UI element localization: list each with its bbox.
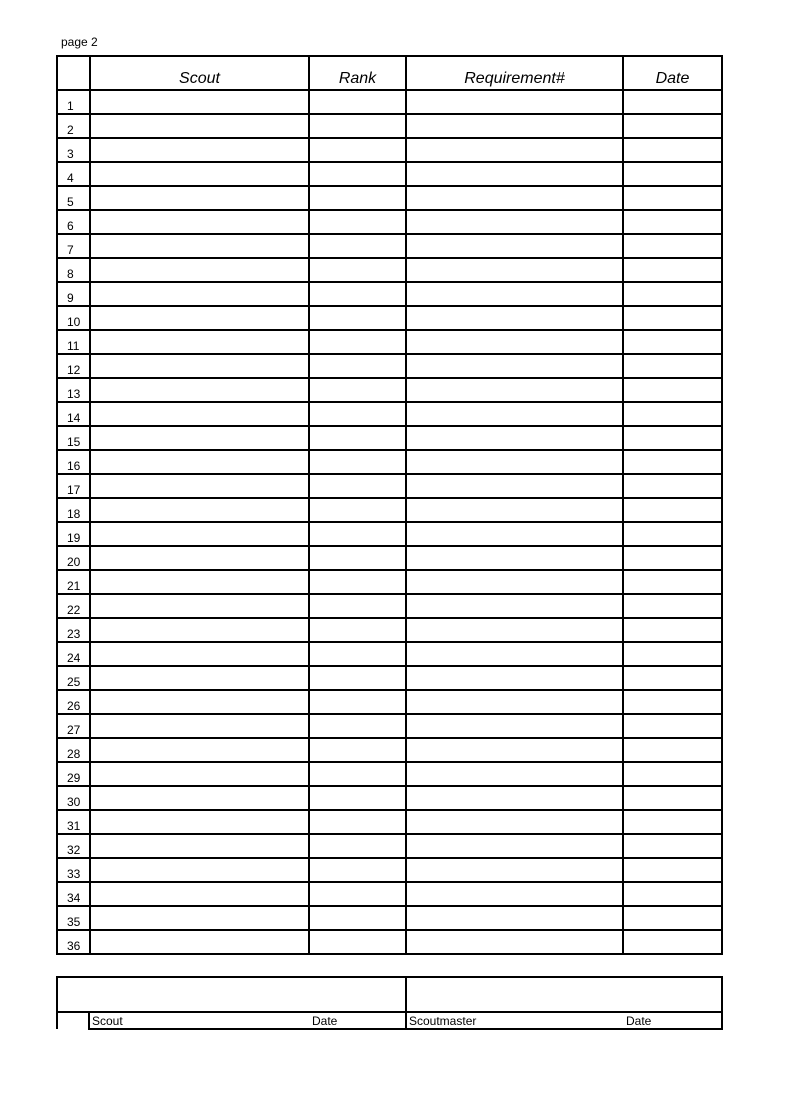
requirement-cell[interactable]	[406, 642, 623, 666]
date-cell[interactable]	[623, 114, 722, 138]
requirement-cell[interactable]	[406, 882, 623, 906]
date-cell[interactable]	[623, 378, 722, 402]
header-rank: Rank	[309, 56, 406, 90]
requirement-cell[interactable]	[406, 354, 623, 378]
scout-cell[interactable]	[90, 426, 309, 450]
row-number: 14	[57, 402, 90, 426]
requirement-cell[interactable]	[406, 306, 623, 330]
rank-cell[interactable]	[309, 546, 406, 570]
date-cell[interactable]	[623, 354, 722, 378]
date-cell[interactable]	[623, 498, 722, 522]
row-number: 12	[57, 354, 90, 378]
signature-area-scout[interactable]	[57, 977, 406, 1012]
requirement-cell[interactable]	[406, 138, 623, 162]
row-number: 21	[57, 570, 90, 594]
row-number: 10	[57, 306, 90, 330]
date-cell[interactable]	[623, 450, 722, 474]
rank-cell[interactable]	[309, 114, 406, 138]
requirement-cell[interactable]	[406, 906, 623, 930]
date-cell[interactable]	[623, 762, 722, 786]
row-number: 19	[57, 522, 90, 546]
date-cell[interactable]	[623, 474, 722, 498]
page-number-label: page 2	[61, 35, 98, 49]
date-cell[interactable]	[623, 306, 722, 330]
requirement-cell[interactable]	[406, 114, 623, 138]
rank-cell[interactable]	[309, 138, 406, 162]
requirement-cell[interactable]	[406, 786, 623, 810]
requirement-cell[interactable]	[406, 330, 623, 354]
rank-cell[interactable]	[309, 162, 406, 186]
row-number: 34	[57, 882, 90, 906]
date-cell[interactable]	[623, 666, 722, 690]
requirement-cell[interactable]	[406, 546, 623, 570]
table-row	[57, 498, 722, 522]
date-cell[interactable]	[623, 594, 722, 618]
date-cell[interactable]	[623, 714, 722, 738]
scout-cell[interactable]	[90, 402, 309, 426]
scout-cell[interactable]	[90, 738, 309, 762]
scoutmaster-signature-label: Scoutmaster	[409, 1014, 477, 1028]
rank-cell[interactable]	[309, 186, 406, 210]
date-cell[interactable]	[623, 738, 722, 762]
scout-date-label: Date	[312, 1014, 338, 1028]
scout-cell[interactable]	[90, 834, 309, 858]
requirement-cell[interactable]	[406, 234, 623, 258]
scout-cell[interactable]	[90, 714, 309, 738]
rank-cell[interactable]	[309, 234, 406, 258]
requirement-cell[interactable]	[406, 858, 623, 882]
requirement-cell[interactable]	[406, 738, 623, 762]
row-number: 9	[57, 282, 90, 306]
requirement-cell[interactable]	[406, 90, 623, 114]
header-date: Date	[623, 56, 722, 90]
scout-cell[interactable]	[90, 282, 309, 306]
rank-cell[interactable]	[309, 90, 406, 114]
row-number: 6	[57, 210, 90, 234]
requirement-cell[interactable]	[406, 594, 623, 618]
scout-cell[interactable]	[90, 162, 309, 186]
scout-cell[interactable]	[90, 858, 309, 882]
date-cell[interactable]	[623, 402, 722, 426]
table-row	[57, 378, 722, 402]
rank-cell[interactable]	[309, 210, 406, 234]
rank-cell[interactable]	[309, 426, 406, 450]
signature-margin	[57, 1012, 89, 1029]
date-cell[interactable]	[623, 642, 722, 666]
row-number: 28	[57, 738, 90, 762]
row-number: 18	[57, 498, 90, 522]
rank-cell[interactable]	[309, 906, 406, 930]
table-row	[57, 186, 722, 210]
table-row	[57, 834, 722, 858]
scout-signature-label: Scout	[92, 1014, 123, 1028]
date-cell[interactable]	[623, 570, 722, 594]
requirement-cell[interactable]	[406, 666, 623, 690]
table-row	[57, 114, 722, 138]
rank-cell[interactable]	[309, 786, 406, 810]
rank-cell[interactable]	[309, 858, 406, 882]
requirement-cell[interactable]	[406, 402, 623, 426]
rank-cell[interactable]	[309, 762, 406, 786]
date-cell[interactable]	[623, 690, 722, 714]
rank-cell[interactable]	[309, 930, 406, 954]
row-number: 27	[57, 714, 90, 738]
date-cell[interactable]	[623, 858, 722, 882]
table-row	[57, 642, 722, 666]
table-row	[57, 210, 722, 234]
table-row	[57, 474, 722, 498]
requirement-cell[interactable]	[406, 282, 623, 306]
row-number: 3	[57, 138, 90, 162]
requirement-cell[interactable]	[406, 834, 623, 858]
date-cell[interactable]	[623, 426, 722, 450]
row-number: 13	[57, 378, 90, 402]
scoutmaster-signature-line	[406, 1012, 722, 1029]
table-row	[57, 810, 722, 834]
rank-cell[interactable]	[309, 738, 406, 762]
row-number: 15	[57, 426, 90, 450]
scout-cell[interactable]	[90, 810, 309, 834]
table-row	[57, 426, 722, 450]
date-cell[interactable]	[623, 90, 722, 114]
scoutmaster-date-label: Date	[626, 1014, 652, 1028]
requirement-cell[interactable]	[406, 714, 623, 738]
scout-cell[interactable]	[90, 882, 309, 906]
scout-cell[interactable]	[90, 186, 309, 210]
row-number: 16	[57, 450, 90, 474]
row-number: 4	[57, 162, 90, 186]
date-cell[interactable]	[623, 138, 722, 162]
requirement-cell[interactable]	[406, 186, 623, 210]
scout-cell[interactable]	[90, 570, 309, 594]
requirement-cell[interactable]	[406, 450, 623, 474]
row-number: 26	[57, 690, 90, 714]
rank-cell[interactable]	[309, 450, 406, 474]
scout-cell[interactable]	[90, 306, 309, 330]
date-cell[interactable]	[623, 330, 722, 354]
requirement-cell[interactable]	[406, 474, 623, 498]
scout-cell[interactable]	[90, 354, 309, 378]
date-cell[interactable]	[623, 282, 722, 306]
table-row	[57, 882, 722, 906]
row-number: 22	[57, 594, 90, 618]
table-row	[57, 234, 722, 258]
table-row	[57, 594, 722, 618]
row-number: 17	[57, 474, 90, 498]
scout-cell[interactable]	[90, 114, 309, 138]
signature-block	[56, 976, 723, 1030]
table-row	[57, 258, 722, 282]
requirement-cell[interactable]	[406, 618, 623, 642]
date-cell[interactable]	[623, 834, 722, 858]
scout-cell[interactable]	[90, 522, 309, 546]
date-cell[interactable]	[623, 210, 722, 234]
rank-cell[interactable]	[309, 714, 406, 738]
scout-cell[interactable]	[90, 450, 309, 474]
table-row	[57, 570, 722, 594]
scout-cell[interactable]	[90, 330, 309, 354]
requirement-cell[interactable]	[406, 930, 623, 954]
scout-cell[interactable]	[90, 642, 309, 666]
scout-cell[interactable]	[90, 474, 309, 498]
table-row	[57, 546, 722, 570]
rank-cell[interactable]	[309, 570, 406, 594]
table-row	[57, 690, 722, 714]
rank-cell[interactable]	[309, 402, 406, 426]
table-row	[57, 930, 722, 954]
scout-cell[interactable]	[90, 666, 309, 690]
row-number: 5	[57, 186, 90, 210]
rank-cell[interactable]	[309, 642, 406, 666]
row-number: 33	[57, 858, 90, 882]
rank-cell[interactable]	[309, 498, 406, 522]
signature-area-scoutmaster[interactable]	[406, 977, 722, 1012]
requirement-cell[interactable]	[406, 210, 623, 234]
table-row	[57, 90, 722, 114]
row-number: 25	[57, 666, 90, 690]
scout-cell[interactable]	[90, 906, 309, 930]
rank-cell[interactable]	[309, 618, 406, 642]
table-row	[57, 786, 722, 810]
scout-cell[interactable]	[90, 594, 309, 618]
date-cell[interactable]	[623, 546, 722, 570]
rank-cell[interactable]	[309, 258, 406, 282]
scout-cell[interactable]	[90, 234, 309, 258]
scout-cell[interactable]	[90, 762, 309, 786]
row-number: 31	[57, 810, 90, 834]
date-cell[interactable]	[623, 810, 722, 834]
row-number: 8	[57, 258, 90, 282]
table-row	[57, 306, 722, 330]
row-number: 24	[57, 642, 90, 666]
requirement-cell[interactable]	[406, 762, 623, 786]
date-cell[interactable]	[623, 882, 722, 906]
date-cell[interactable]	[623, 234, 722, 258]
row-number: 29	[57, 762, 90, 786]
table-row	[57, 162, 722, 186]
rank-cell[interactable]	[309, 282, 406, 306]
date-cell[interactable]	[623, 618, 722, 642]
header-scout: Scout	[90, 56, 309, 90]
scout-cell[interactable]	[90, 90, 309, 114]
table-row	[57, 762, 722, 786]
row-number: 30	[57, 786, 90, 810]
scout-cell[interactable]	[90, 258, 309, 282]
requirement-cell[interactable]	[406, 690, 623, 714]
date-cell[interactable]	[623, 162, 722, 186]
table-header-row	[57, 56, 722, 90]
table-row	[57, 714, 722, 738]
scout-cell[interactable]	[90, 786, 309, 810]
table-row	[57, 906, 722, 930]
table-row	[57, 282, 722, 306]
table-row	[57, 354, 722, 378]
rank-cell[interactable]	[309, 522, 406, 546]
rank-cell[interactable]	[309, 834, 406, 858]
row-number: 2	[57, 114, 90, 138]
scout-cell[interactable]	[90, 138, 309, 162]
row-number: 35	[57, 906, 90, 930]
date-cell[interactable]	[623, 930, 722, 954]
row-number: 20	[57, 546, 90, 570]
rank-cell[interactable]	[309, 690, 406, 714]
date-cell[interactable]	[623, 522, 722, 546]
requirement-cell[interactable]	[406, 162, 623, 186]
requirement-cell[interactable]	[406, 570, 623, 594]
row-number: 11	[57, 330, 90, 354]
scout-cell[interactable]	[90, 498, 309, 522]
requirement-cell[interactable]	[406, 426, 623, 450]
row-number: 36	[57, 930, 90, 954]
rank-cell[interactable]	[309, 306, 406, 330]
row-number: 23	[57, 618, 90, 642]
scout-signature-line	[89, 1012, 406, 1029]
requirement-cell[interactable]	[406, 498, 623, 522]
rank-cell[interactable]	[309, 666, 406, 690]
rank-cell[interactable]	[309, 882, 406, 906]
requirement-cell[interactable]	[406, 522, 623, 546]
requirement-cell[interactable]	[406, 810, 623, 834]
row-number: 1	[57, 90, 90, 114]
scout-cell[interactable]	[90, 618, 309, 642]
scout-cell[interactable]	[90, 210, 309, 234]
requirement-cell[interactable]	[406, 258, 623, 282]
table-row	[57, 738, 722, 762]
row-number: 7	[57, 234, 90, 258]
table-row	[57, 666, 722, 690]
date-cell[interactable]	[623, 186, 722, 210]
table-row	[57, 858, 722, 882]
rank-cell[interactable]	[309, 378, 406, 402]
date-cell[interactable]	[623, 906, 722, 930]
header-requirement: Requirement#	[406, 56, 623, 90]
table-row	[57, 330, 722, 354]
rank-cell[interactable]	[309, 810, 406, 834]
scout-cell[interactable]	[90, 930, 309, 954]
date-cell[interactable]	[623, 786, 722, 810]
date-cell[interactable]	[623, 258, 722, 282]
rank-cell[interactable]	[309, 474, 406, 498]
table-row	[57, 402, 722, 426]
table-row	[57, 450, 722, 474]
requirement-cell[interactable]	[406, 378, 623, 402]
rank-cell[interactable]	[309, 594, 406, 618]
scout-cell[interactable]	[90, 378, 309, 402]
rank-cell[interactable]	[309, 330, 406, 354]
header-number	[57, 56, 90, 90]
table-row	[57, 522, 722, 546]
table-body	[57, 90, 722, 954]
table-row	[57, 138, 722, 162]
row-number: 32	[57, 834, 90, 858]
table-row	[57, 618, 722, 642]
rank-cell[interactable]	[309, 354, 406, 378]
scout-cell[interactable]	[90, 690, 309, 714]
advancement-log-table	[56, 55, 723, 955]
scout-cell[interactable]	[90, 546, 309, 570]
